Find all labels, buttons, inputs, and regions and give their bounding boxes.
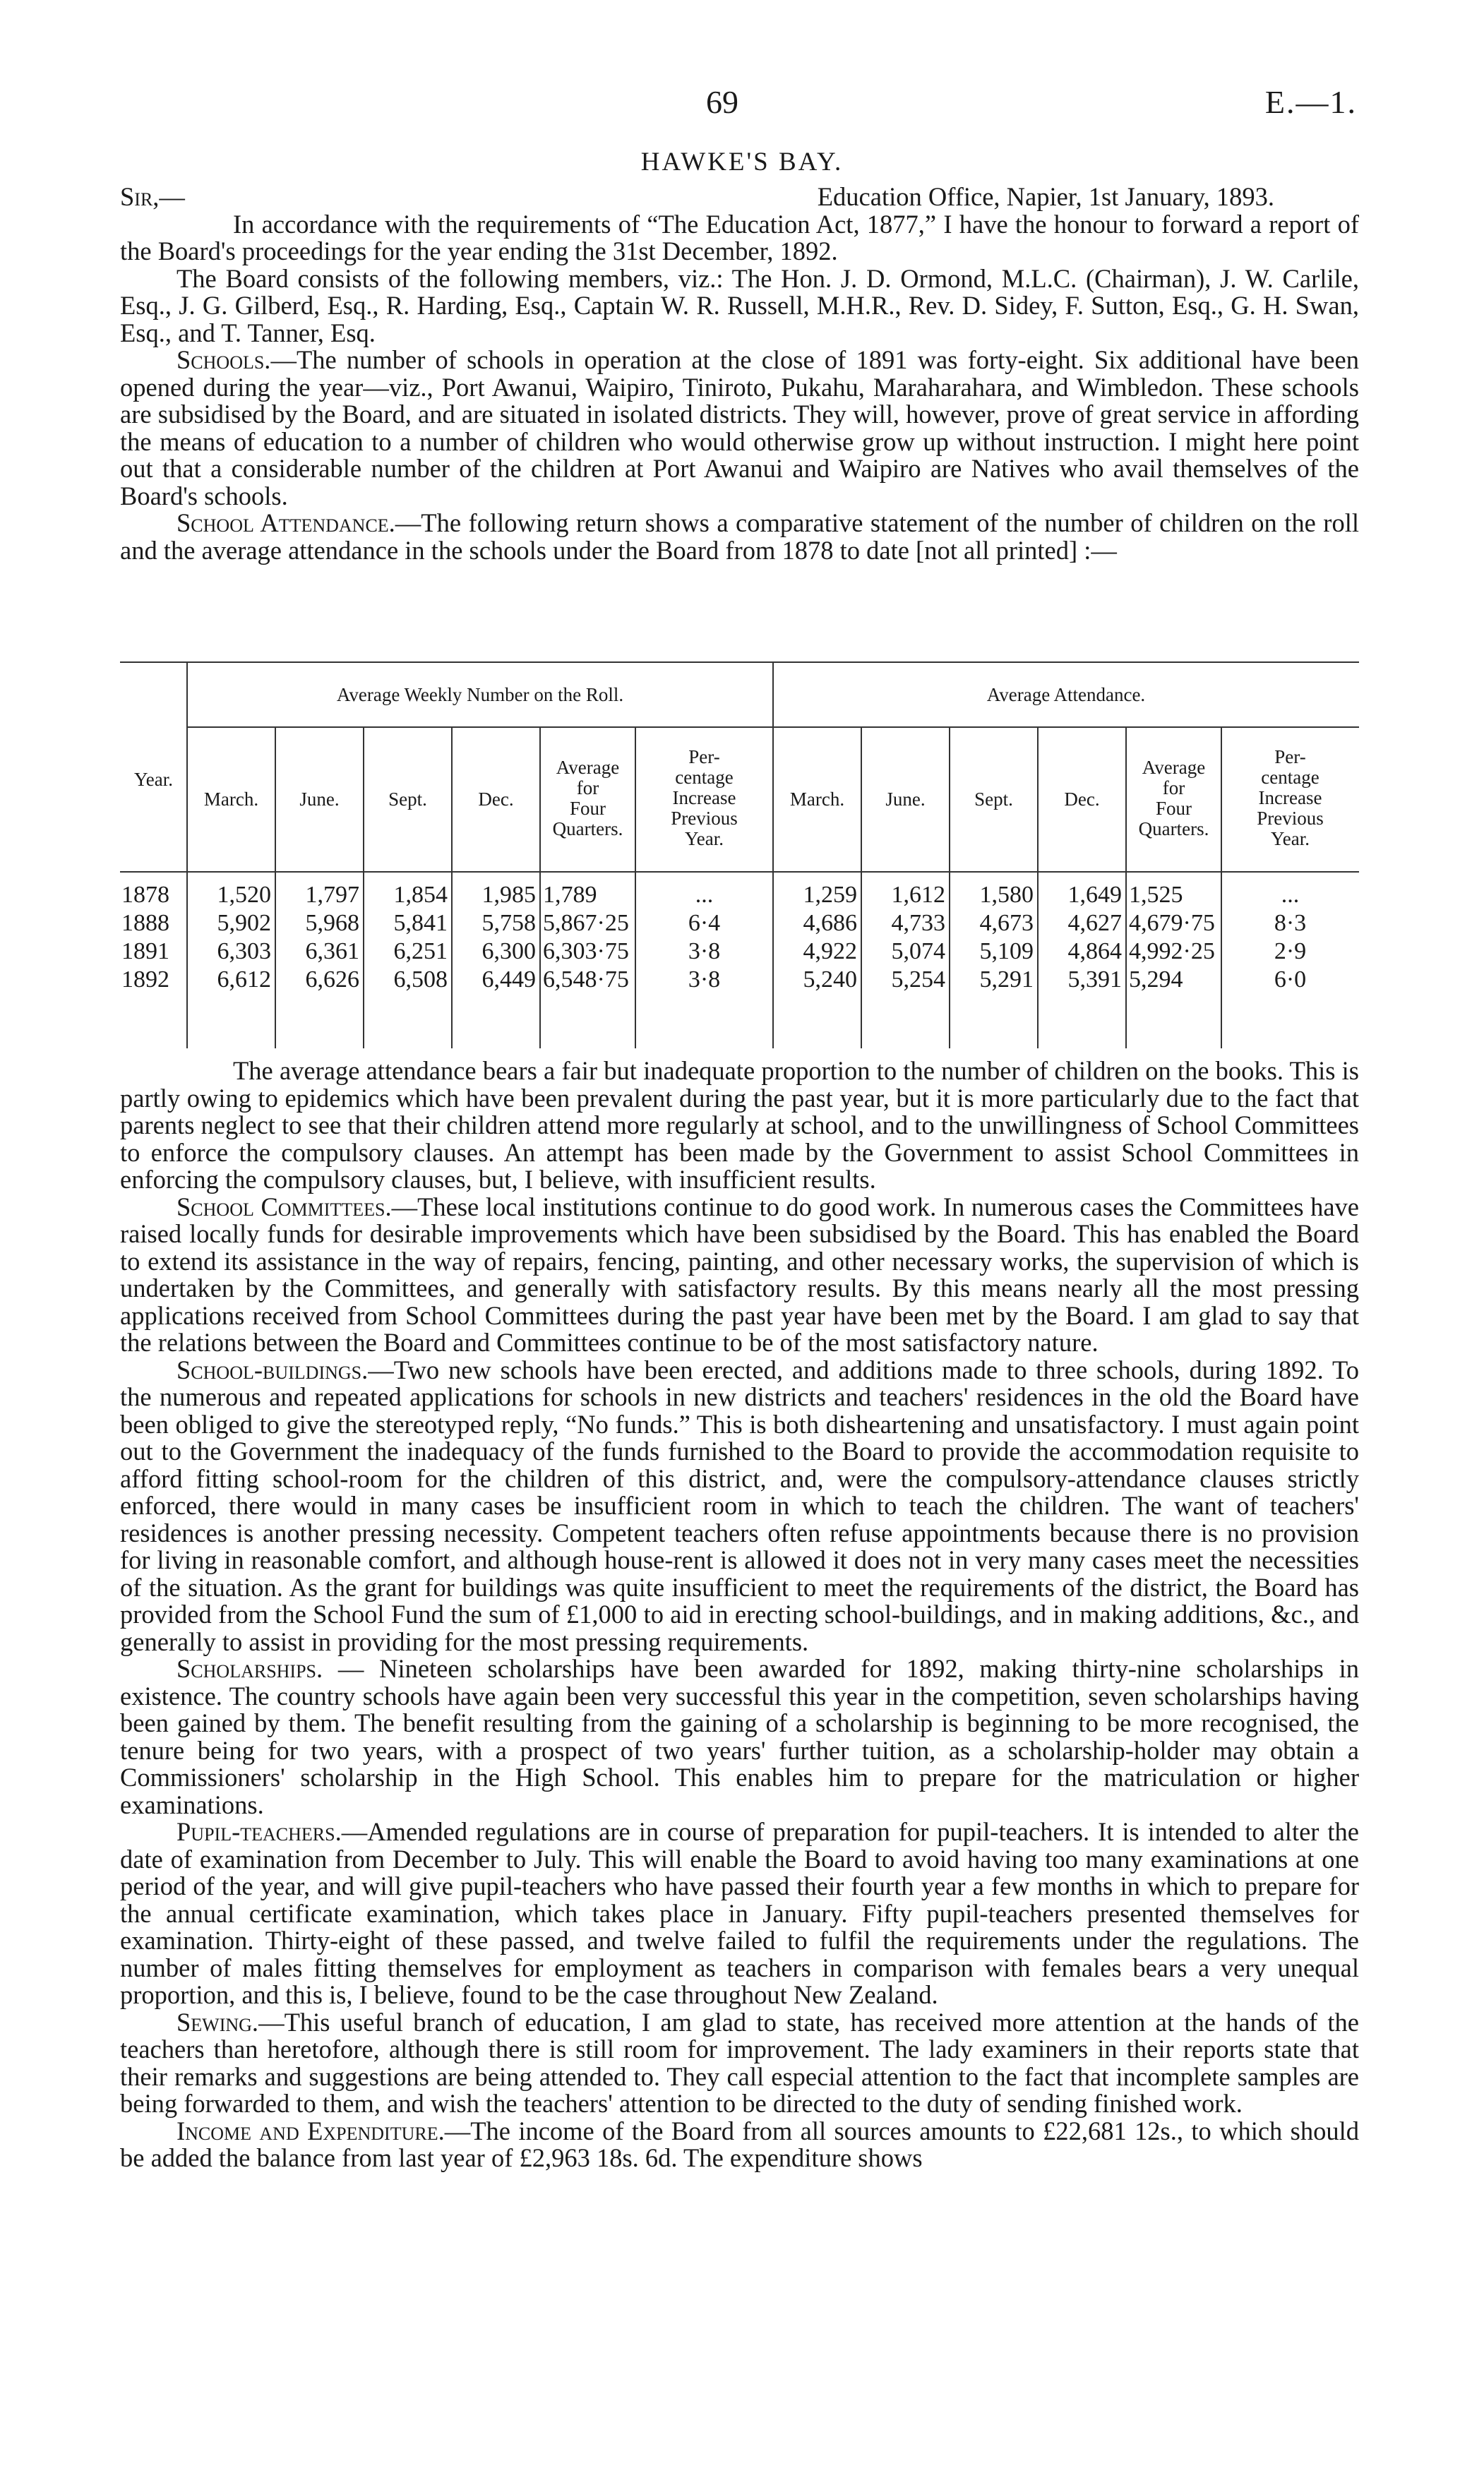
paragraph: School-buildings.—Two new schools have been erected, and additions made to three schools, during 1892. To the numerous and repeated applications for schools in new districts and teachers' residences in the old the Board have been obliged to give the stereotyped reply, “No funds.” This is both disheartening and unsatisfactory. I must again point out to the Government the inadequacy of the funds furnished to the Board to provide the accommodation requisite to afford fitting school-room for the children of this district, and, were the compulsory-attendance clauses strictly enforced, there would in many cases be insufficient room in which to teach the children. The want of teachers' residences is another pressing necessity. Competent teachers often refuse appointments because there is no provision for living in reasonable comfort, and although house-rent is allowed it does not in very many cases meet the necessities of the situation. As the grant for buildings was quite insufficient to meet the requirements of the district, the Board has provided from the School Fund the sum of £1,000 to aid in erecting school-buildings, and in making additions, &c., and generally to assist in providing for the most pressing requirements. bbox=[120, 1355, 1359, 1656]
table-cell: 3·8 bbox=[688, 966, 721, 993]
table-cell: 4,673 bbox=[979, 910, 1034, 936]
dateline: Education Office, Napier, 1st January, 1893. bbox=[817, 182, 1274, 211]
column-header-june: June. bbox=[885, 789, 926, 810]
table-cell: 6,303·75 bbox=[543, 938, 629, 964]
table-cell: 6,508 bbox=[393, 966, 448, 993]
paragraph: School Attendance.—The following return shows a comparative statement of the number of children on the roll and the average attendance in the schools under the Board from 1878 to date [not all printed] :— bbox=[120, 508, 1359, 565]
column-header-march: March. bbox=[789, 789, 845, 810]
table-cell: 5,294 bbox=[1129, 966, 1183, 993]
column-header-percentage: Per- centage Increase Previous Year. bbox=[1257, 746, 1324, 849]
table-cell: 2·9 bbox=[1274, 938, 1307, 964]
column-header-average: Average for Four Quarters. bbox=[552, 757, 623, 839]
table-cell: 5,841 bbox=[393, 910, 448, 936]
body-top bbox=[120, 184, 1359, 564]
table-cell: 6,300 bbox=[481, 938, 536, 964]
table-cell: 5,240 bbox=[803, 966, 857, 993]
table-cell: 4,679·75 bbox=[1129, 910, 1215, 936]
table-cell: 1,612 bbox=[891, 882, 945, 908]
column-header-percentage: Per- centage Increase Previous Year. bbox=[671, 746, 738, 849]
document-reference: E.—1. bbox=[1264, 84, 1357, 120]
table-cell: 6·4 bbox=[688, 910, 721, 936]
paragraph: The average attendance bears a fair but inadequate proportion to the number of children on the books. This is partly owing to epidemics which have been prevalent during the past year, but it is more particularly due to the fact that parents neglect to see that their children attend more regularly at school, and to the unwillingness of School Committees to enforce the compulsory clauses. An attempt has been made by the Government to assist School Committees in enforcing the compulsory clauses, but, I believe, with insufficient results. bbox=[120, 1056, 1359, 1194]
paragraph: Sewing.—This useful branch of education, I am glad to state, has received more attention at the hands of the teachers than heretofore, although there is still room for improvement. The lady examiners in their reports state that their remarks and suggestions are being attended to. They call especial attention to the fact that incomplete samples are being forwarded to them, and wish the teachers' attention to be directed to the duty of sending finished work. bbox=[120, 2007, 1359, 2118]
attendance-table bbox=[120, 657, 1359, 1048]
table-cell: 5,968 bbox=[305, 910, 359, 936]
paragraph: Schools.—The number of schools in operation at the close of 1891 was forty-eight. Six additional have been opened during the year—viz., Port Awanui, Waipiro, Tiniroto, Pukahu, Maraharahara, and Wimbledon. These schools are subsidised by the Board, and are situated in isolated districts. They will, however, prove of great service in affording the means of education to a number of children who would otherwise grow up without instruction. I might here point out that a considerable number of the children at Port Awanui and Waipiro are Natives who avail themselves of the Board's schools. bbox=[120, 345, 1359, 510]
table-cell: ... bbox=[695, 882, 714, 908]
section-title: HAWKE'S BAY. bbox=[640, 148, 844, 176]
table-cell: 6,361 bbox=[305, 938, 359, 964]
table-cell: 6,251 bbox=[393, 938, 448, 964]
column-header-sept: Sept. bbox=[388, 789, 427, 810]
paragraph: In accordance with the requirements of “The Education Act, 1877,” I have the honour to forward a report of the Board's proceedings for the year ending the 31st December, 1892. bbox=[120, 209, 1359, 265]
salutation: Sir,— bbox=[120, 182, 185, 211]
column-header-june: June. bbox=[299, 789, 340, 810]
table-cell: 1,854 bbox=[393, 882, 448, 908]
table-cell: 5,291 bbox=[979, 966, 1034, 993]
column-header-march: March. bbox=[203, 789, 259, 810]
table-cell: 1,797 bbox=[305, 882, 359, 908]
table-cell-year: 1888 bbox=[121, 910, 169, 936]
table-cell-year: 1892 bbox=[121, 966, 169, 993]
table-cell: 4,922 bbox=[803, 938, 857, 964]
group-header-attendance: Average Attendance. bbox=[986, 684, 1146, 705]
table-cell-year: 1878 bbox=[121, 882, 169, 908]
table-cell: 6,626 bbox=[305, 966, 359, 993]
table-cell: 1,580 bbox=[979, 882, 1034, 908]
table-cell: 1,259 bbox=[803, 882, 857, 908]
table-cell: 5,758 bbox=[481, 910, 536, 936]
table-cell: 3·8 bbox=[688, 938, 721, 964]
table-cell: 5,109 bbox=[979, 938, 1034, 964]
table-cell: 5,867·25 bbox=[543, 910, 629, 936]
table-cell: 4,992·25 bbox=[1129, 938, 1215, 964]
column-header-year: Year. bbox=[133, 769, 173, 790]
table-cell: 4,627 bbox=[1067, 910, 1122, 936]
table-cell: 5,391 bbox=[1067, 966, 1122, 993]
table-cell: 6,548·75 bbox=[543, 966, 629, 993]
paragraph: Pupil-teachers.—Amended regulations are in course of preparation for pupil-teachers. It is intended to alter the date of examination from December to July. This will enable the Board to avoid having too many examinations at one period of the year, and will give pupil-teachers who have passed their fourth year a few months in which to prepare for the annual certificate examination, which takes place in January. Fifty pupil-teachers presented themselves for examination. Thirty-eight of these passed, and twelve failed to fulfil the requirements under the regulations. The number of males fitting themselves for employment as teachers in comparison with females bears a very unequal proportion, and this is, I believe, found to be the case throughout New Zealand. bbox=[120, 1817, 1359, 2009]
table-cell: ... bbox=[1281, 882, 1300, 908]
table-cell: 6,449 bbox=[481, 966, 536, 993]
paragraph: School Committees.—These local institutions continue to do good work. In numerous cases the Committees have raised locally funds for desirable improvements which have been subsidised by the Board. This has enabled the Board to extend its assistance in the way of repairs, fencing, painting, and other necessary works, the supervision of which is undertaken by the Committees, and generally with satisfactory results. By this means nearly all the most pressing applications received from School Committees during the past year have been met by the Board. I am glad to say that the relations between the Board and Committees continue to be of the most satisfactory nature. bbox=[120, 1192, 1360, 1357]
column-header-average: Average for Four Quarters. bbox=[1138, 757, 1209, 839]
paragraph: The Board consists of the following members, viz.: The Hon. J. D. Ormond, M.L.C. (Chairman), J. W. Carlile, Esq., J. G. Gilberd, Esq., R. Harding, Esq., Captain W. R. Russell, M.H.R., Rev. D. Sidey, F. Sutton, Esq., G. H. Swan, Esq., and T. Tanner, Esq. bbox=[120, 263, 1359, 347]
column-header-dec: Dec. bbox=[478, 789, 514, 810]
table-cell: 1,525 bbox=[1129, 882, 1183, 908]
paragraph: Income and Expenditure.—The income of the Board from all sources amounts to £22,681 12s., to which should be added the balance from last year of £2,963 18s. 6d. The expenditure shows bbox=[120, 2116, 1359, 2172]
table-cell-year: 1891 bbox=[121, 938, 169, 964]
table-cell: 4,864 bbox=[1067, 938, 1122, 964]
table-cell: 5,254 bbox=[891, 966, 945, 993]
table-cell: 1,649 bbox=[1067, 882, 1122, 908]
paragraph: Scholarships. — Nineteen scholarships have been awarded for 1892, making thirty-nine scholarships in existence. The country schools have again been very successful this year in the competition, seven scholarships having been gained by them. The benefit resulting from the gaining of a scholarship is beginning to be more recognised, the tenure being for two years, with a prospect of two years' further tuition, as a scholarship-holder may obtain a Commissioners' scholarship in the High School. This enables him to prepare for the matriculation or higher examinations. bbox=[120, 1654, 1359, 1819]
table-cell: 6,612 bbox=[217, 966, 271, 993]
table-cell: 1,520 bbox=[217, 882, 271, 908]
table-cell: 1,789 bbox=[543, 882, 597, 908]
column-header-sept: Sept. bbox=[974, 789, 1013, 810]
table-cell: 1,985 bbox=[481, 882, 536, 908]
table-cell: 6·0 bbox=[1274, 966, 1307, 993]
table-cell: 6,303 bbox=[217, 938, 271, 964]
salutation-line bbox=[120, 184, 1359, 211]
group-header-roll: Average Weekly Number on the Roll. bbox=[336, 684, 624, 705]
table-cell: 5,074 bbox=[891, 938, 945, 964]
table-cell: 4,733 bbox=[891, 910, 945, 936]
table-cell: 4,686 bbox=[803, 910, 857, 936]
running-head bbox=[0, 83, 1484, 126]
table-cell: 8·3 bbox=[1274, 910, 1307, 936]
table-cell: 5,902 bbox=[217, 910, 271, 936]
page-number: 69 bbox=[706, 84, 738, 120]
column-header-dec: Dec. bbox=[1064, 789, 1100, 810]
body-bottom bbox=[120, 1058, 1359, 2172]
